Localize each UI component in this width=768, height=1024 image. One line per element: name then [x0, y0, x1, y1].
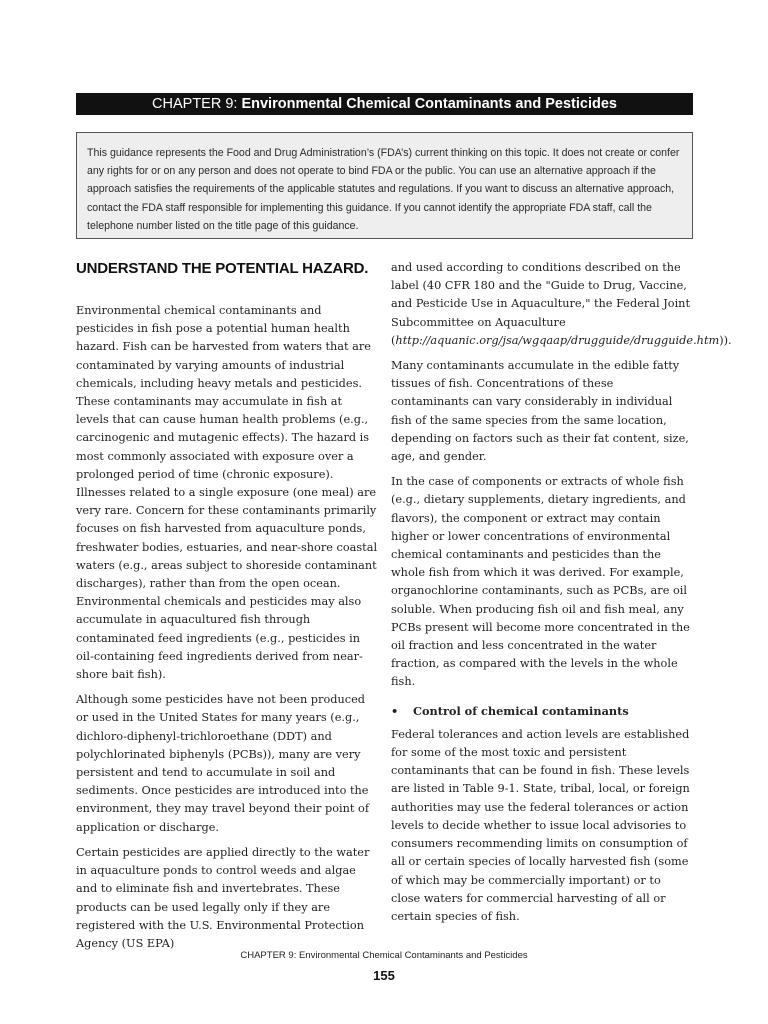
paragraph: In the case of components or extracts of whole fish (e.g., dietary supplements, dietary ingredients, and flavors), the component or extract may contain higher or lower concentrations of environmental chemical contaminants and pesticides than the whole fish from which it was derived. For example, organochlorine contaminants, such as PCBs, are oil soluble. When producing fish oil and fish meal, any PCBs present will become more concentrated in the oil fraction and less concentrated in the water fraction, as compared with the levels in the whole fish. [391, 475, 690, 689]
bullet-heading [391, 702, 693, 720]
bullet-icon: • [391, 703, 399, 718]
chapter-title: Environmental Chemical Contaminants and Pesticides [241, 96, 617, 112]
paragraph: Although some pesticides have not been produced or used in the United States for many years (e.g., dichloro-diphenyl-trichloroethane (DDT) and polychlorinated biphenyls (PCBs)), many are very persistent and tend to accumulate in soil and sediments. Once pesticides are introduced into the environment, they may travel beyond their point of application or discharge. [76, 693, 370, 834]
section-heading: UNDERSTAND THE POTENTIAL HAZARD. [76, 260, 369, 277]
guide-link[interactable]: http://aquanic.org/jsa/wgqaap/drugguide/drugguide.htm [395, 333, 720, 347]
bullet-heading-text: Control of chemical contaminants [413, 703, 629, 718]
paragraph: Many contaminants accumulate in the edible fatty tissues of fish. Concentrations of these contaminants can vary considerably in individual fish of the same species from the same location, depending on factors such as their fat content, size, age, and gender. [391, 359, 689, 464]
paragraph: Federal tolerances and action levels are established for some of the most toxic and persistent contaminants that can be found in fish. These levels are listed in Table 9-1. State, tribal, local, or foreign authorities may use the federal tolerances or action levels to decide whether to issue local advisories to consumers recommending limits on consumption of all or certain species of locally harvested fish (some of which may be commercially important) or to close waters for commercial harvesting of all or certain species of fish. [391, 727, 690, 923]
paragraph [391, 259, 732, 350]
chapter-prefix: CHAPTER 9: [152, 96, 242, 112]
paragraph: Environmental chemical contaminants and pesticides in fish pose a potential human health hazard. Fish can be harvested from waters that are contaminated by varying amounts of industrial chemicals, including heavy metals and pesticides. These contaminants may accumulate in fish at levels that can cause human health problems (e.g., carcinogenic and mutagenic effects). The hazard is most commonly associated with exposure over a prolonged period of time (chronic exposure). Illnesses related to a single exposure (one meal) are very rare. Concern for these contaminants primarily focuses on fish harvested from aquaculture ponds, freshwater bodies, estuaries, and near-shore coastal waters (e.g., areas subject to shoreside contaminant discharges), rather than from the open ocean. Environmental chemicals and pesticides may also accumulate in aquacultured fish through contaminated feed ingredients (e.g., pesticides in oil-containing feed ingredients derived from near-shore bait fish). [76, 304, 378, 682]
page-number: 155 [373, 968, 395, 983]
right-column [391, 259, 732, 933]
chapter-title-bar [76, 93, 693, 115]
running-footer: CHAPTER 9: Environmental Chemical Contaminants and Pesticides [240, 950, 528, 961]
guidance-disclaimer-box [76, 132, 693, 239]
paragraph-text: and used according to conditions described on the label (40 CFR 180 and the "Guide to Drug, Vaccine, and Pesticide Use in Aquaculture," the Federal Joint Subcommittee on Aquaculture ( [391, 261, 690, 347]
paragraph-text: )). [719, 333, 732, 347]
left-column [76, 258, 378, 960]
disclaimer-text: This guidance represents the Food and Drug Administration’s (FDA’s) current thinking on this topic. It does not create or confer any rights for or on any person and does not operate to bind FDA or the public. You can use an alternative approach if the approach satisfies the requirements of the applicable statutes and regulations. If you want to discuss an alternative approach, contact the FDA staff responsible for implementing this guidance. If you cannot identify the appropriate FDA staff, call the telephone number listed on the title page of this guidance. [87, 147, 680, 232]
paragraph: Certain pesticides are applied directly to the water in aquaculture ponds to control weeds and algae and to eliminate fish and invertebrates. These products can be used legally only if they are registered with the U.S. Environmental Protection Agency (US EPA) [76, 845, 370, 950]
